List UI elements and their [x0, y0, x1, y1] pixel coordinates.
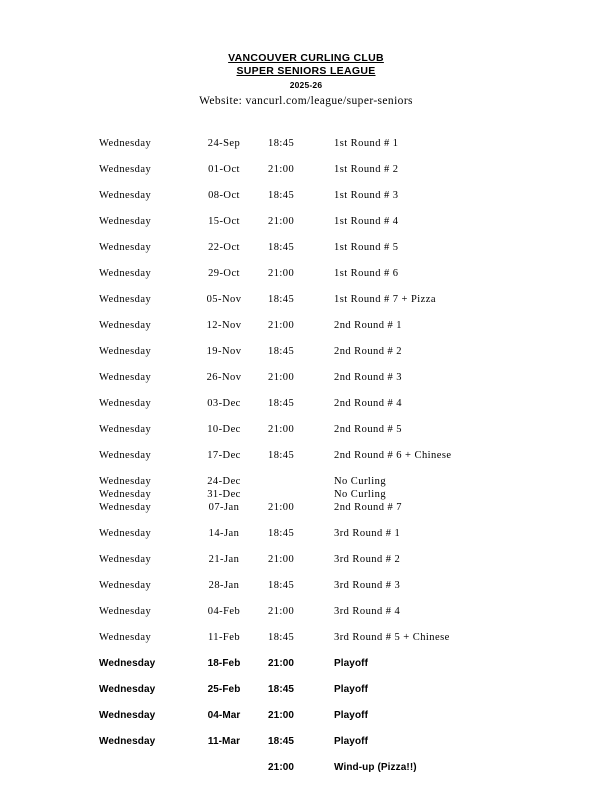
schedule-row	[0, 527, 612, 553]
schedule-date-cell: 19-Nov	[206, 346, 242, 357]
schedule-row	[0, 709, 612, 735]
schedule-day-cell: Wednesday	[99, 216, 152, 227]
schedule-date-cell: 17-Dec	[207, 450, 241, 461]
schedule-time-cell: 21:00	[268, 554, 295, 565]
schedule-event-cell: Playoff	[334, 684, 369, 695]
schedule-row	[0, 241, 612, 267]
schedule-time-cell: 18:45	[268, 736, 295, 747]
league-name-heading: SUPER SENIORS LEAGUE	[236, 65, 376, 77]
schedule-date-cell: 10-Dec	[207, 424, 241, 435]
schedule-date-cell: 12-Nov	[206, 320, 242, 331]
schedule-date-cell: 24-Dec	[207, 476, 241, 487]
schedule-row	[0, 735, 612, 761]
schedule-time-cell: 18:45	[268, 528, 295, 539]
schedule-time-cell: 21:00	[268, 216, 295, 227]
schedule-event-cell: 1st Round # 5	[334, 242, 399, 253]
schedule-row	[0, 553, 612, 579]
schedule-row	[0, 293, 612, 319]
schedule-day-cell: Wednesday	[99, 346, 152, 357]
schedule-date-cell: 21-Jan	[208, 554, 240, 565]
schedule-row	[0, 501, 612, 527]
schedule-time-cell: 18:45	[268, 346, 295, 357]
schedule-row	[0, 423, 612, 449]
schedule-event-cell: 2nd Round # 6 + Chinese	[334, 450, 452, 461]
schedule-date-cell: 25-Feb	[207, 684, 241, 695]
schedule-row	[0, 631, 612, 657]
season-label: 2025-26	[289, 80, 323, 90]
schedule-row	[0, 683, 612, 709]
schedule-event-cell: 2nd Round # 2	[334, 346, 402, 357]
schedule-event-cell: 1st Round # 7 + Pizza	[334, 294, 436, 305]
schedule-time-cell: 21:00	[268, 658, 295, 669]
schedule-event-cell: 3rd Round # 1	[334, 528, 401, 539]
schedule-time-cell: 21:00	[268, 606, 295, 617]
schedule-date-cell: 14-Jan	[208, 528, 240, 539]
schedule-time-cell: 18:45	[268, 684, 295, 695]
schedule-day-cell: Wednesday	[99, 320, 152, 331]
schedule-date-cell: 31-Dec	[207, 489, 241, 500]
schedule-event-cell: Wind-up (Pizza!!)	[334, 762, 417, 773]
schedule-event-cell: 2nd Round # 5	[334, 424, 402, 435]
schedule-event-cell: 1st Round # 3	[334, 190, 399, 201]
schedule-date-cell: 04-Mar	[207, 710, 241, 721]
schedule-date-cell: 18-Feb	[207, 658, 241, 669]
schedule-time-cell: 18:45	[268, 242, 295, 253]
schedule-day-cell: Wednesday	[99, 372, 152, 383]
schedule-day-cell: Wednesday	[99, 138, 152, 149]
schedule-day-cell: Wednesday	[99, 398, 152, 409]
schedule-event-cell: 2nd Round # 3	[334, 372, 402, 383]
schedule-time-cell: 21:00	[268, 424, 295, 435]
schedule-event-cell: Playoff	[334, 658, 369, 669]
schedule-day-cell: Wednesday	[99, 580, 152, 591]
schedule-day-cell: Wednesday	[99, 554, 152, 565]
schedule-day-cell: Wednesday	[99, 528, 152, 539]
schedule-day-cell: Wednesday	[99, 606, 152, 617]
schedule-row	[0, 319, 612, 345]
schedule-day-cell: Wednesday	[99, 424, 152, 435]
schedule-event-cell: 1st Round # 4	[334, 216, 399, 227]
schedule-event-cell: 1st Round # 6	[334, 268, 399, 279]
schedule-event-cell: 1st Round # 1	[334, 138, 399, 149]
schedule-time-cell: 18:45	[268, 632, 295, 643]
schedule-time-cell: 21:00	[268, 710, 295, 721]
schedule-day-cell: Wednesday	[99, 268, 152, 279]
schedule-day-cell: Wednesday	[99, 476, 152, 487]
schedule-event-cell: 3rd Round # 3	[334, 580, 401, 591]
schedule-day-cell: Wednesday	[99, 632, 152, 643]
schedule-day-cell: Wednesday	[99, 684, 156, 695]
schedule-event-cell: Playoff	[334, 710, 369, 721]
schedule-event-cell: No Curling	[334, 476, 387, 487]
schedule-date-cell: 11-Feb	[207, 632, 241, 643]
schedule-date-cell: 11-Mar	[207, 736, 241, 747]
schedule-time-cell: 21:00	[268, 164, 295, 175]
schedule-row	[0, 163, 612, 189]
schedule-date-cell: 03-Dec	[207, 398, 241, 409]
schedule-date-cell: 01-Oct	[208, 164, 240, 175]
schedule-date-cell: 07-Jan	[208, 502, 240, 513]
schedule-time-cell: 21:00	[268, 762, 295, 773]
schedule-time-cell: 18:45	[268, 398, 295, 409]
schedule-row	[0, 397, 612, 423]
schedule-event-cell: 1st Round # 2	[334, 164, 399, 175]
schedule-time-cell: 18:45	[268, 294, 295, 305]
schedule-date-cell: 05-Nov	[206, 294, 242, 305]
schedule-day-cell: Wednesday	[99, 450, 152, 461]
schedule-time-cell: 21:00	[268, 372, 295, 383]
schedule-event-cell: 2nd Round # 1	[334, 320, 402, 331]
schedule-day-cell: Wednesday	[99, 190, 152, 201]
schedule-row	[0, 761, 612, 774]
schedule-date-cell: 08-Oct	[208, 190, 240, 201]
schedule-event-cell: 3rd Round # 5 + Chinese	[334, 632, 450, 643]
schedule-row	[0, 449, 612, 475]
schedule-row	[0, 579, 612, 605]
document-header	[0, 52, 612, 109]
schedule-event-cell: 2nd Round # 4	[334, 398, 402, 409]
schedule-row	[0, 345, 612, 371]
schedule-row	[0, 267, 612, 293]
schedule-time-cell: 18:45	[268, 450, 295, 461]
schedule-date-cell: 15-Oct	[208, 216, 240, 227]
schedule-row	[0, 189, 612, 215]
schedule-row	[0, 657, 612, 683]
schedule-table	[0, 137, 612, 774]
schedule-day-cell: Wednesday	[99, 502, 152, 513]
schedule-day-cell: Wednesday	[99, 710, 156, 721]
schedule-event-cell: 2nd Round # 7	[334, 502, 402, 513]
schedule-time-cell: 21:00	[268, 268, 295, 279]
schedule-day-cell: Wednesday	[99, 736, 156, 747]
schedule-row	[0, 605, 612, 631]
schedule-row	[0, 371, 612, 397]
schedule-day-cell: Wednesday	[99, 164, 152, 175]
schedule-date-cell: 04-Feb	[207, 606, 241, 617]
website-line: Website: vancurl.com/league/super-seniors	[199, 95, 413, 107]
schedule-time-cell: 21:00	[268, 502, 295, 513]
schedule-time-cell: 21:00	[268, 320, 295, 331]
schedule-date-cell: 28-Jan	[208, 580, 240, 591]
schedule-time-cell: 18:45	[268, 190, 295, 201]
schedule-day-cell: Wednesday	[99, 242, 152, 253]
schedule-day-cell: Wednesday	[99, 489, 152, 500]
schedule-time-cell: 18:45	[268, 580, 295, 591]
schedule-day-cell: Wednesday	[99, 658, 156, 669]
schedule-event-cell: 3rd Round # 2	[334, 554, 401, 565]
schedule-row	[0, 488, 612, 501]
schedule-row	[0, 475, 612, 488]
schedule-event-cell: No Curling	[334, 489, 387, 500]
schedule-date-cell: 26-Nov	[206, 372, 242, 383]
schedule-row	[0, 215, 612, 241]
schedule-event-cell: 3rd Round # 4	[334, 606, 401, 617]
schedule-event-cell: Playoff	[334, 736, 369, 747]
schedule-row	[0, 137, 612, 163]
schedule-date-cell: 24-Sep	[207, 138, 241, 149]
schedule-day-cell: Wednesday	[99, 294, 152, 305]
schedule-date-cell: 22-Oct	[208, 242, 240, 253]
club-name-heading: VANCOUVER CURLING CLUB	[228, 52, 384, 64]
schedule-date-cell: 29-Oct	[208, 268, 240, 279]
schedule-time-cell: 18:45	[268, 138, 295, 149]
